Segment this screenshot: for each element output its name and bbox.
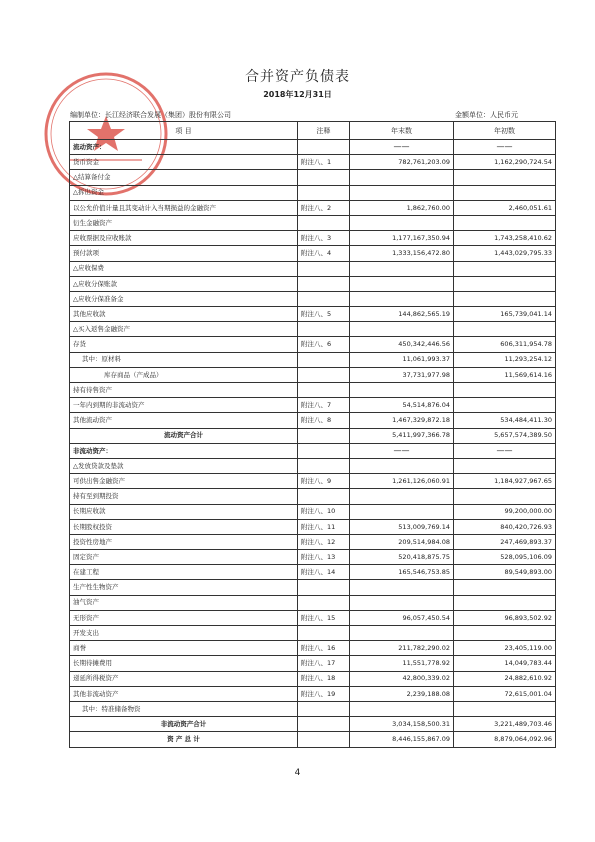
row-item: 长期待摊费用	[70, 656, 298, 671]
table-row	[70, 215, 556, 230]
table-row	[70, 458, 556, 473]
row-item: 开发支出	[70, 626, 298, 641]
row-begin-value: 72,615,001.04	[454, 686, 556, 701]
row-end-value: 3,034,158,500.31	[350, 717, 454, 732]
row-end-value	[350, 215, 454, 230]
row-begin-value: 14,049,783.44	[454, 656, 556, 671]
row-note	[298, 717, 350, 732]
table-row	[70, 626, 556, 641]
row-end-value	[350, 489, 454, 504]
row-item: 货币资金	[70, 155, 298, 170]
row-end-value: 209,514,984.08	[350, 534, 454, 549]
row-begin-value: ——	[454, 140, 556, 155]
table-row	[70, 261, 556, 276]
row-end-value	[350, 701, 454, 716]
row-begin-value: 96,893,502.92	[454, 610, 556, 625]
row-end-value: 11,551,778.92	[350, 656, 454, 671]
row-begin-value: 840,420,726.93	[454, 519, 556, 534]
table-row	[70, 413, 556, 428]
row-end-value	[350, 261, 454, 276]
row-begin-value	[454, 215, 556, 230]
row-begin-value: 2,460,051.61	[454, 200, 556, 215]
row-end-value: 2,239,188.08	[350, 686, 454, 701]
row-note: 附注八、11	[298, 519, 350, 534]
row-end-value: 5,411,997,366.78	[350, 428, 454, 443]
row-begin-value: 534,484,411.30	[454, 413, 556, 428]
table-row	[70, 231, 556, 246]
row-begin-value: 24,882,610.92	[454, 671, 556, 686]
row-end-value: 782,761,203.09	[350, 155, 454, 170]
row-note: 附注八、5	[298, 307, 350, 322]
table-row	[70, 291, 556, 306]
row-note: 附注八、13	[298, 550, 350, 565]
row-item: 库存商品（产成品）	[70, 367, 298, 382]
row-note	[298, 322, 350, 337]
row-item: 非流动资产合计	[70, 717, 298, 732]
row-item: 应收票据及应收账款	[70, 231, 298, 246]
table-row	[70, 641, 556, 656]
row-item: 以公允价值计量且其变动计入当期损益的金融资产	[70, 200, 298, 215]
table-row	[70, 519, 556, 534]
row-begin-value: 3,221,489,703.46	[454, 717, 556, 732]
table-row	[70, 352, 556, 367]
row-note: 附注八、12	[298, 534, 350, 549]
row-end-value	[350, 626, 454, 641]
row-end-value: 165,546,753.85	[350, 565, 454, 580]
row-end-value: 520,418,875.75	[350, 550, 454, 565]
table-row	[70, 322, 556, 337]
row-end-value: 211,782,290.02	[350, 641, 454, 656]
row-end-value: 1,261,126,060.91	[350, 474, 454, 489]
row-end-value: 1,467,329,872.18	[350, 413, 454, 428]
row-item: 生产性生物资产	[70, 580, 298, 595]
row-item: 非流动资产：	[70, 443, 298, 458]
row-item: △应收保费	[70, 261, 298, 276]
table-row	[70, 246, 556, 261]
row-end-value	[350, 504, 454, 519]
row-begin-value: 11,293,254.12	[454, 352, 556, 367]
row-item: △应收分保账款	[70, 276, 298, 291]
row-begin-value: 606,311,954.78	[454, 337, 556, 352]
row-note: 附注八、14	[298, 565, 350, 580]
table-row	[70, 610, 556, 625]
table-row	[70, 140, 556, 155]
row-note	[298, 489, 350, 504]
table-row	[70, 474, 556, 489]
row-end-value	[350, 170, 454, 185]
row-begin-value: 165,739,041.14	[454, 307, 556, 322]
row-item: 存货	[70, 337, 298, 352]
table-row	[70, 565, 556, 580]
row-item: 商誉	[70, 641, 298, 656]
table-row	[70, 686, 556, 701]
row-begin-value: 99,200,000.00	[454, 504, 556, 519]
row-begin-value	[454, 322, 556, 337]
report-date: 2018年12月31日	[263, 90, 332, 99]
row-begin-value	[454, 276, 556, 291]
table-row	[70, 717, 556, 732]
row-item: 资 产 总 计	[70, 732, 298, 747]
row-note: 附注八、17	[298, 656, 350, 671]
organization-label: 编制单位：长江经济联合发展（集团）股份有限公司	[70, 111, 231, 119]
row-note: 附注八、8	[298, 413, 350, 428]
row-item: △买入返售金融资产	[70, 322, 298, 337]
row-begin-value: 8,879,064,092.96	[454, 732, 556, 747]
row-item: △拆出资金	[70, 185, 298, 200]
row-item: 在建工程	[70, 565, 298, 580]
header-begin: 年初数	[454, 122, 556, 140]
row-item: 其他非流动资产	[70, 686, 298, 701]
row-note	[298, 352, 350, 367]
row-begin-value	[454, 261, 556, 276]
row-note: 附注八、19	[298, 686, 350, 701]
row-note	[298, 276, 350, 291]
row-begin-value	[454, 595, 556, 610]
row-note	[298, 383, 350, 398]
row-begin-value	[454, 185, 556, 200]
row-note	[298, 140, 350, 155]
table-row	[70, 504, 556, 519]
row-note: 附注八、1	[298, 155, 350, 170]
row-end-value: 144,862,565.19	[350, 307, 454, 322]
row-begin-value: 1,743,258,410.62	[454, 231, 556, 246]
table-row	[70, 307, 556, 322]
currency-unit-label: 金额单位：人民币元	[455, 111, 518, 119]
row-item: 流动资产：	[70, 140, 298, 155]
row-item: 递延所得税资产	[70, 671, 298, 686]
row-note	[298, 732, 350, 747]
row-note: 附注八、4	[298, 246, 350, 261]
row-note	[298, 261, 350, 276]
row-begin-value	[454, 383, 556, 398]
row-end-value	[350, 185, 454, 200]
row-begin-value: 23,405,119.00	[454, 641, 556, 656]
row-item: 其他应收款	[70, 307, 298, 322]
table-row	[70, 170, 556, 185]
row-end-value: 8,446,155,867.09	[350, 732, 454, 747]
row-item: △发放贷款及垫款	[70, 458, 298, 473]
row-note	[298, 215, 350, 230]
row-item: 长期股权投资	[70, 519, 298, 534]
row-begin-value: 5,657,574,389.50	[454, 428, 556, 443]
table-row	[70, 367, 556, 382]
row-end-value: ——	[350, 443, 454, 458]
row-note	[298, 626, 350, 641]
table-row	[70, 489, 556, 504]
row-item: 可供出售金融资产	[70, 474, 298, 489]
row-item: 油气资产	[70, 595, 298, 610]
table-row	[70, 185, 556, 200]
table-row	[70, 595, 556, 610]
table-row	[70, 428, 556, 443]
row-begin-value: 89,549,893.00	[454, 565, 556, 580]
table-row	[70, 671, 556, 686]
table-row	[70, 276, 556, 291]
row-end-value: 11,061,993.37	[350, 352, 454, 367]
row-begin-value	[454, 458, 556, 473]
row-begin-value: 1,443,029,795.33	[454, 246, 556, 261]
row-note: 附注八、2	[298, 200, 350, 215]
table-row	[70, 200, 556, 215]
table-row	[70, 656, 556, 671]
row-end-value	[350, 322, 454, 337]
row-end-value: 96,057,450.54	[350, 610, 454, 625]
row-end-value: ——	[350, 140, 454, 155]
page-number: 4	[294, 768, 301, 778]
row-end-value: 1,862,760.00	[350, 200, 454, 215]
row-end-value	[350, 383, 454, 398]
table-row	[70, 732, 556, 747]
row-note	[298, 291, 350, 306]
row-note	[298, 701, 350, 716]
row-begin-value: 247,469,893.37	[454, 534, 556, 549]
row-begin-value: 1,162,290,724.54	[454, 155, 556, 170]
table-row	[70, 443, 556, 458]
row-end-value	[350, 458, 454, 473]
row-item: 其中：特准储备物资	[70, 701, 298, 716]
row-begin-value: ——	[454, 443, 556, 458]
row-end-value	[350, 595, 454, 610]
row-begin-value	[454, 626, 556, 641]
table-row	[70, 534, 556, 549]
row-item: 持有待售资产	[70, 383, 298, 398]
row-end-value	[350, 291, 454, 306]
row-item: 其中：原材料	[70, 352, 298, 367]
row-end-value: 513,009,769.14	[350, 519, 454, 534]
row-note: 附注八、10	[298, 504, 350, 519]
row-item: 预付款项	[70, 246, 298, 261]
row-note	[298, 170, 350, 185]
row-end-value: 1,333,156,472.80	[350, 246, 454, 261]
table-row	[70, 550, 556, 565]
row-note	[298, 185, 350, 200]
row-end-value: 42,800,339.02	[350, 671, 454, 686]
row-item: 流动资产合计	[70, 428, 298, 443]
row-item: 衍生金融资产	[70, 215, 298, 230]
row-begin-value	[454, 170, 556, 185]
row-note	[298, 428, 350, 443]
row-note	[298, 458, 350, 473]
row-item: 无形资产	[70, 610, 298, 625]
row-begin-value: 528,095,106.09	[454, 550, 556, 565]
header-item: 项 目	[70, 122, 298, 140]
row-begin-value: 11,569,614.16	[454, 367, 556, 382]
row-note: 附注八、16	[298, 641, 350, 656]
row-begin-value	[454, 701, 556, 716]
row-note: 附注八、9	[298, 474, 350, 489]
balance-sheet-table	[69, 121, 556, 748]
row-begin-value	[454, 398, 556, 413]
header-note: 注释	[298, 122, 350, 140]
row-note: 附注八、3	[298, 231, 350, 246]
table-row	[70, 337, 556, 352]
table-row	[70, 701, 556, 716]
header-end: 年末数	[350, 122, 454, 140]
row-begin-value: 1,184,927,967.65	[454, 474, 556, 489]
table-row	[70, 580, 556, 595]
row-begin-value	[454, 291, 556, 306]
row-end-value: 54,514,876.04	[350, 398, 454, 413]
row-item: 固定资产	[70, 550, 298, 565]
row-note: 附注八、6	[298, 337, 350, 352]
row-note	[298, 580, 350, 595]
row-item: △应收分保准备金	[70, 291, 298, 306]
row-item: 长期应收款	[70, 504, 298, 519]
row-item: △结算备付金	[70, 170, 298, 185]
table-row	[70, 383, 556, 398]
row-item: 其他流动资产	[70, 413, 298, 428]
page-title: 合并资产负债表	[245, 69, 350, 85]
row-begin-value	[454, 489, 556, 504]
row-note: 附注八、7	[298, 398, 350, 413]
row-item: 持有至到期投资	[70, 489, 298, 504]
row-note	[298, 595, 350, 610]
row-note	[298, 367, 350, 382]
row-end-value: 450,342,446.56	[350, 337, 454, 352]
row-end-value	[350, 276, 454, 291]
row-note: 附注八、18	[298, 671, 350, 686]
table-row	[70, 398, 556, 413]
row-end-value	[350, 580, 454, 595]
row-end-value: 37,731,977.98	[350, 367, 454, 382]
table-row	[70, 155, 556, 170]
row-item: 一年内到期的非流动资产	[70, 398, 298, 413]
table-header-row	[70, 122, 556, 140]
row-item: 投资性房地产	[70, 534, 298, 549]
row-note	[298, 443, 350, 458]
row-end-value: 1,177,167,350.94	[350, 231, 454, 246]
row-note: 附注八、15	[298, 610, 350, 625]
row-begin-value	[454, 580, 556, 595]
